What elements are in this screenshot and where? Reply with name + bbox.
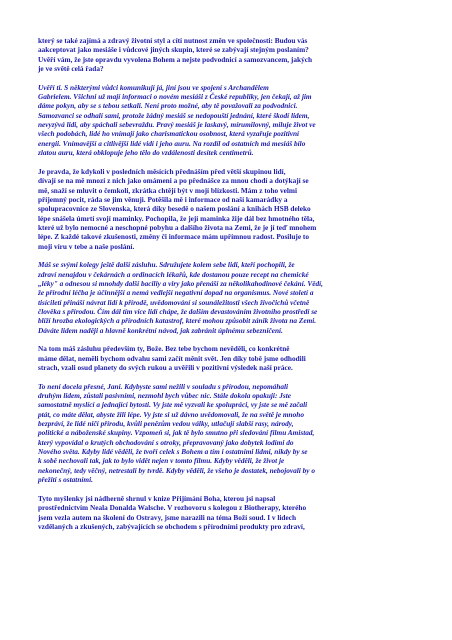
paragraph-5: Na tom máš zásluhu především ty, Bože. Bez tebe bychom nevěděli, co konkrétně máme dělat, neměli bychom odvahu sami začít měnit svět. Jen díky tobě jsme odhodili strach, vzali osud planety do svých rukou a uvěřili v pozitivní výsledek naší práce. [38,344,306,373]
paragraph-3: Je pravda, že kdykoli v posledních měsících přednáším před větší skupinou lidí, dívají se na mě mnozí z nich jako omámeni a po přednášce za mnou chodí a dotýkají se mě, snaží se mluvit o čemkoli, zkrátka chtějí být v mojí blízkosti. Mám z toho velmi příjemný pocit, ráda se jim věnuji. Potěšila mě i informace od naší kamarádky a spolupracovnice ze Slovenska, která díky besedě o našem poslání a knihách HSB delekо lépe snášela úmrtí svojí maminky. Pochopila, že její maminka žije dál bez hmotného těla, které už bylo nemocné a neschopné pobyhu a dalšího života na Zemi, že je jí teď mnohem lépe. Z každé takové zkušenosti, změny či informace mám upřímnou radost. Posiluje to moji víru v tebe a naše poslání. [38,166,317,251]
paragraph-4: Máš se svými kolegy ještě další zásluhu. Sdružujete kolem sebe lidi, kteří pochopili, že zdraví nenajdou v čekárnách a ordinacích lékařů, kde dostanou pouze recept na chemické „léky" a odnesou si mnohdy další baciliy a viry jako přenáší za několikahodinové čekání. Vědí, že přírodní léčba je účinnější a nemá vedlejší negativní dopad na organismus. Nové století a tisíciletí přináší návrat lidí k přírodě, uvědomování si sounáležitosti všech živočichů včetně člověka s přírodou. Čím dál tím více lidí chápe, že dalším devastováním životního prostředí se blíží hrozba ekologických a přírodních katastrof, které mohou způsobit zánik života na Zemi. Dáváte lidem naději a hlavně konkrétní návod, jak zabránit úplnému sebezničení. [38,260,323,335]
paragraph-6: To není docela přesné, Jani. Kdybyste sami nežili v souladu s přírodou, nepomáhali druhým lidem, zůstali pasivními, nezmohl bych vůbec nic. Stále dokola opakuji: Jste samostatně myslící a jednající bytosti. Vy jste mě vyzvali ke spolupráci, vy jste se mě začali ptát, co máte dělat, abyste žili lépe. Vy jste si už dávno uvědomovali, že na světě je mnoho bezpráví, že lidé ničí přírodu, kvůli penězům vedou války, utlačují slabší rasy, národy, politické a náboženské skupiny. Vzpomeň si, jak tě bylo smutno při sledování filmu Amistad, který vypovídal o krutých obchodování s otroky, přepravovaný jako dobytek lodími do Nového světa. Kdyby lidé věděli, že tvoří celek s Bohem a tím i ostatními lidmi, nikdy by se k sobě nechovali tak, jak to bylo vidět nejen v tomto filmu. Kdyby věděli, že život je nekonečný, tedy věčný, netrestali by tvrdě. Kdyby věděli, že všeho je dostatek, nebojovali by o přežití s ostatními. [38,381,316,485]
paragraph-2: Uvěří ti. S některými vůdci komunikují já, jiní jsou ve spojení s Archandělem Gabrielem. Všichni už mají informaci o novém mesiáši z České republiky, jen čekají, až jim dáme pokyn, aby se s tebou setkali. Není proto možné, aby tě považovali za podvodnici. Samozvanci se odhalí sami, protože žádný mesiáš se nedopouští jednání, které škodí lidem, nevyzývá lidi, aby spáchali sebevraždu. Pravý mesiáš je laskavý, mírumilovný, miluje život ve všech podobách, lidé ho vnímají jako charismatickou osobnost, která vyzařuje pozitivní energii. Vnímavější a citlivější lidé vidí i jeho auru. Na rozdíl od ostatních má mesiáš bílo zlatou auru, která obklopuje jeho tělo do vzdálenosti desítek centimetrů. [38,82,316,158]
document-page [38,36,420,541]
paragraph-1: který se také zajímá a zdravý životní styl a cítí nutnost změn ve společnosti: Budou vás aakceptovat jako mesiáše i vůdcové jiných skupin, které se zabývají stejným poslaním? Uvěří vám, že jste opravdu vyvolena Bohem a nejste podvodnicí a samozvancem, jakých je ve světě celá řada? [38,36,313,74]
paragraph-7: Tyto myšlenky jsi nádherně shrnul v knize Přijímání Boha, kterou jsi napsal prostřednictvím Neala Donalda Walsche. V rozhovoru s kolegou z Biotherapy, kterého jsem vezla autem na školení do Ostravy, jsme narazili na téma Boží soud. I v lidech vzdělaných a zkušených, zabývajících se obchodem s přírodními produkty pro zdraví, [38,493,307,531]
